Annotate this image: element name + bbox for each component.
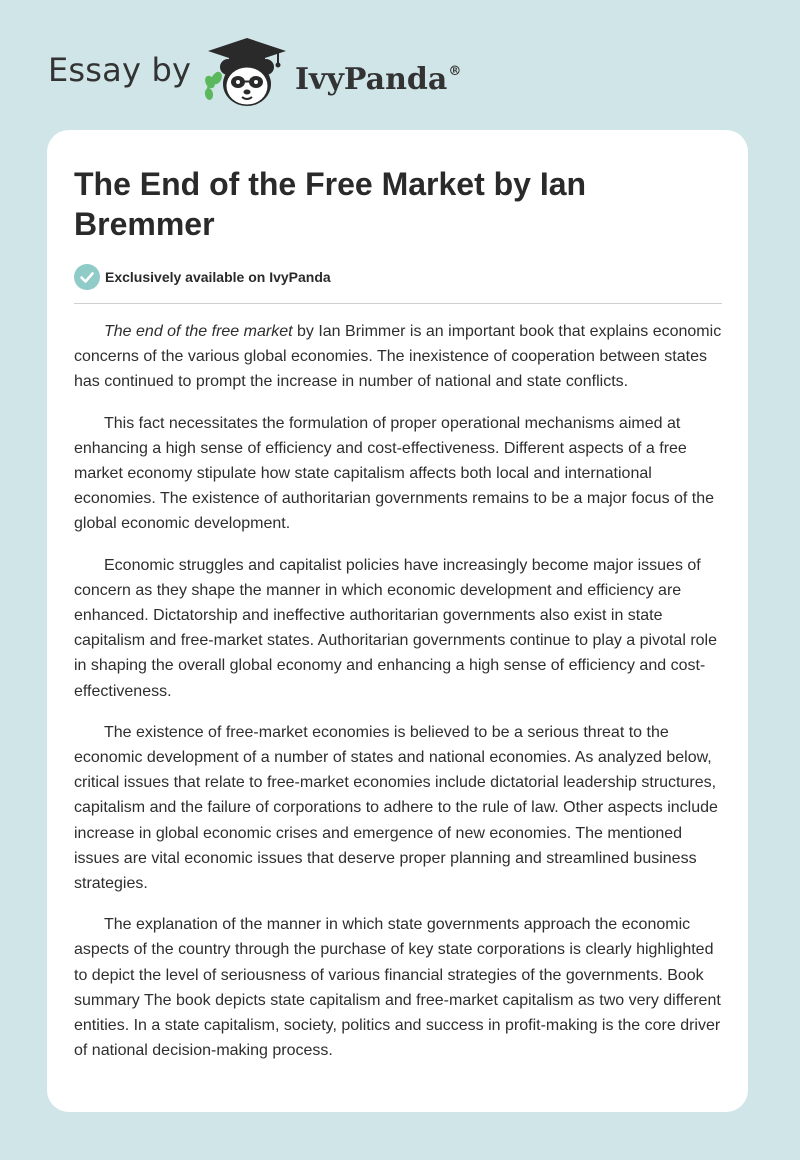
essay-card xyxy=(47,130,748,1112)
brand-logo-text[interactable] xyxy=(295,54,461,98)
paragraph xyxy=(74,912,724,1063)
site-header xyxy=(0,0,800,125)
exclusive-badge-label: Exclusively available on IvyPanda xyxy=(105,269,331,285)
paragraph xyxy=(74,553,724,704)
essay-title: The End of the Free Market by Ian Bremmer xyxy=(74,166,587,242)
paragraph xyxy=(74,720,724,896)
paragraph-text: by Ian Brimmer is an important book that explains economic concerns of the various global economies. The inexistence of cooperation between states has continued to prompt the increase in number of national and state conflicts. xyxy=(74,323,722,391)
exclusive-badge xyxy=(74,264,331,290)
essay-by-label: Essay by xyxy=(48,51,192,89)
book-title-italic: The end of the free market xyxy=(104,323,293,340)
paragraph-text: The existence of free-market economies is believed to be a serious threat to the economic development of a number of states and national economies. As analyzed below, critical issues that relate to free-market economies include dictatorial leadership structures, capitalism and the failure of corporations to adhere to the rule of law. Other aspects include increase in global economic crises and emergence of new economies. The mentioned issues are vital economic issues that deserve proper planning and streamlined business strategies. xyxy=(74,723,718,893)
brand-name: IvyPanda xyxy=(295,62,448,97)
paragraph-text: The explanation of the manner in which state governments approach the economic aspects of the country through the purchase of key state corporations is clearly highlighted to depict the level of seriousness of various financial strategies of the governments. Book summary The book depicts state capitalism and free-market capitalism as two very different entities. In a state capitalism, society, politics and success in profit-making is the core driver of national decision-making process. xyxy=(74,916,721,1060)
paragraph-text: Economic struggles and capitalist policies have increasingly become major issues of concern as they shape the manner in which economic development and efficiency are enhanced. Dictatorship and ineffective authoritarian governments also exist in state capitalism and free-market states. Authoritarian governments continue to play a pivotal role in shaping the overall global economy and enhancing a high sense of efficiency and cost-effectiveness. xyxy=(74,556,717,700)
paragraph xyxy=(74,319,724,395)
registered-mark: ® xyxy=(448,64,462,79)
essay-body xyxy=(74,319,724,1079)
paragraph xyxy=(74,411,724,537)
panda-graduate-logo-icon[interactable] xyxy=(200,34,292,110)
checkmark-circle-icon xyxy=(74,264,100,290)
paragraph-text: This fact necessitates the formulation of proper operational mechanisms aimed at enhancing a high sense of efficiency and cost-effectiveness. Different aspects of a free market economy stipulate how state capitalism affects both local and international economies. The existence of authoritarian governments remains to be a major focus of the global economic development. xyxy=(74,414,715,533)
divider xyxy=(74,303,722,304)
